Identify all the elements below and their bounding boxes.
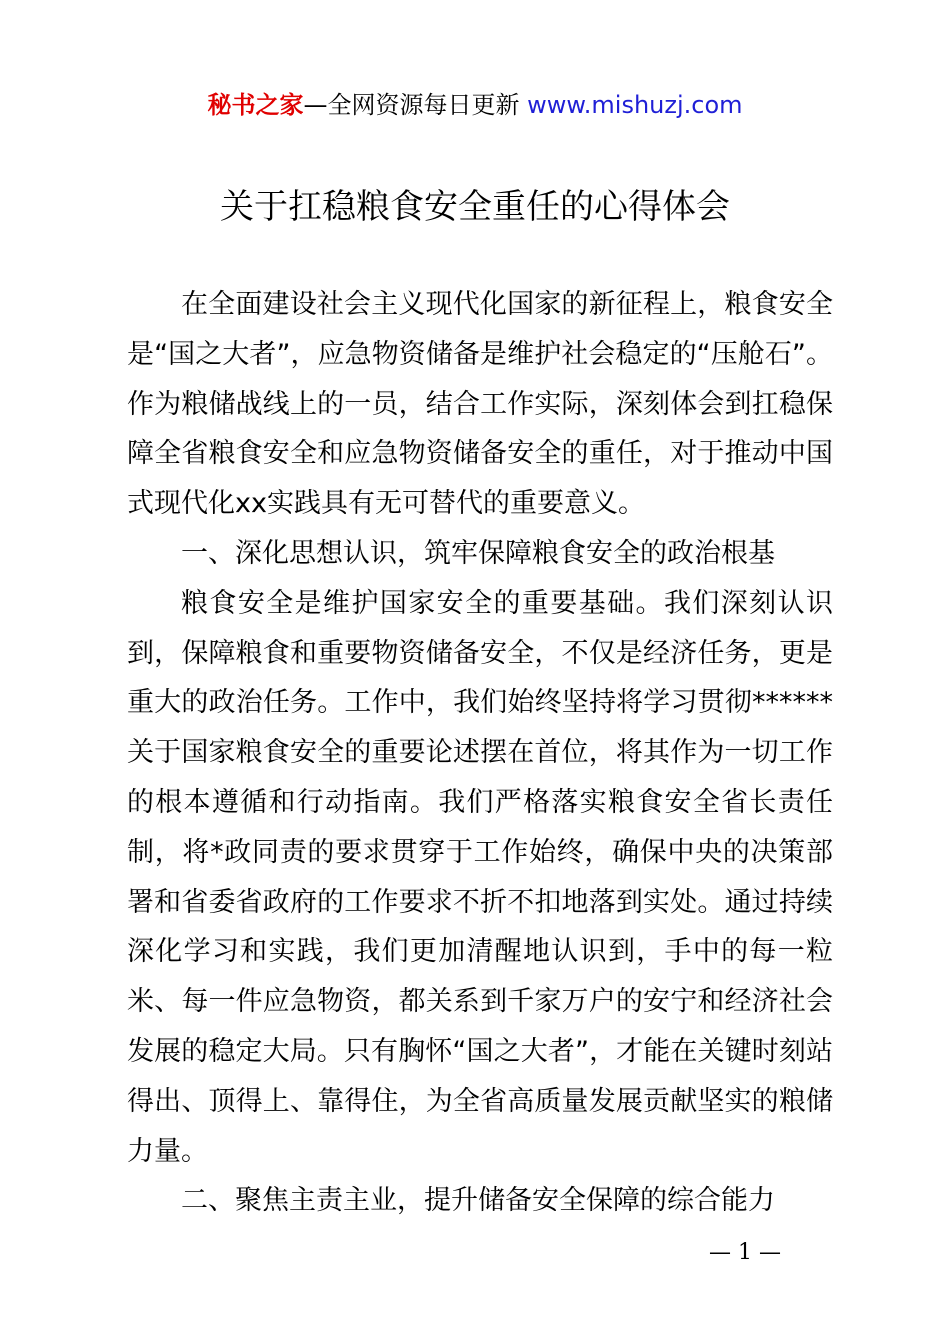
section-heading-1: 一、深化思想认识，筑牢保障粮食安全的政治根基 [181, 537, 775, 569]
document-title: 关于扛稳粮食安全重任的心得体会 [220, 187, 730, 227]
site-url[interactable]: www.mishuzj.com [527, 91, 743, 119]
header-slogan: —全网资源每日更新 [303, 91, 528, 119]
section-heading-2: 二、聚焦主责主业，提升储备安全保障的综合能力 [181, 1185, 775, 1217]
brand-name: 秘书之家 [207, 91, 304, 119]
page-number: — 1 — [709, 1240, 781, 1265]
document-body [127, 280, 833, 1226]
site-header [0, 88, 950, 122]
section-1-paragraph: 粮食安全是维护国家安全的重要基础。我们深刻认识到，保障粮食和重要物资储备安全，不仅是经济任务，更是重大的政治任务。工作中，我们始终坚持将学习贯彻******关于国家粮食安全的重要论述摆在首位，将其作为一切工作的根本遵循和行动指南。我们严格落实粮食安全省长责任制，将*政同责的要求贯穿于工作始终，确保中央的决策部署和省委省政府的工作要求不折不扣地落到实处。通过持续深化学习和实践，我们更加清醒地认识到，手中的每一粒米、每一件应急物资，都关系到千家万户的安宁和经济社会发展的稳定大局。只有胸怀“国之大者”，才能在关键时刻站得出、顶得上、靠得住，为全省高质量发展贡献坚实的粮储力量。 [127, 587, 833, 1167]
intro-paragraph: 在全面建设社会主义现代化国家的新征程上，粮食安全是“国之大者”，应急物资储备是维护社会稳定的“压舱石”。作为粮储战线上的一员，结合工作实际，深刻体会到扛稳保障全省粮食安全和应急物资储备安全的重任，对于推动中国式现代化xx实践具有无可替代的重要意义。 [127, 289, 833, 520]
